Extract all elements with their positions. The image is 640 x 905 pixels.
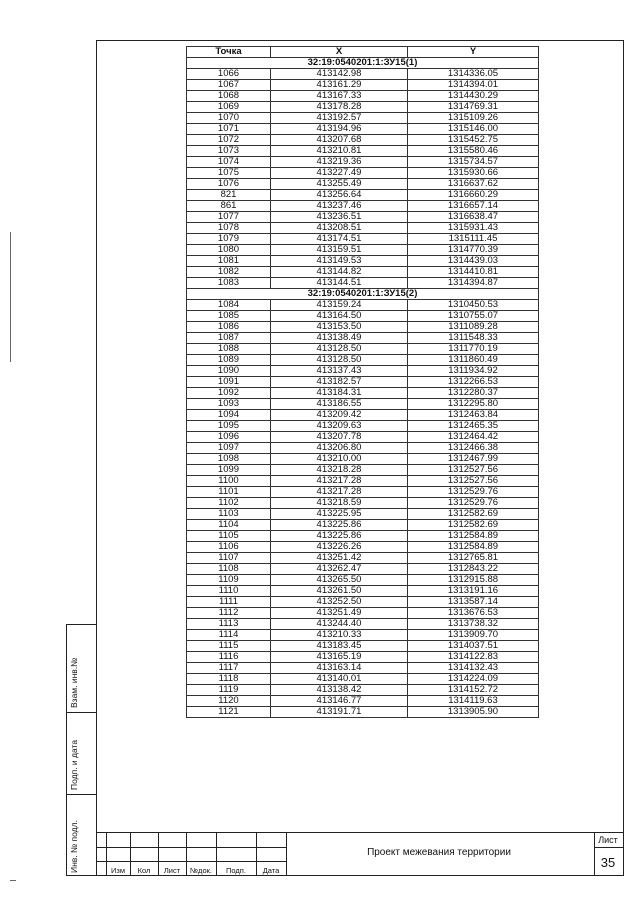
x-cell: 413265.50 bbox=[271, 575, 408, 586]
signature-strip bbox=[66, 624, 96, 876]
table-row bbox=[187, 179, 539, 190]
point-cell: 1066 bbox=[187, 69, 271, 80]
point-cell: 1110 bbox=[187, 586, 271, 597]
point-cell: 1080 bbox=[187, 245, 271, 256]
point-cell: 1084 bbox=[187, 300, 271, 311]
x-cell: 413226.26 bbox=[271, 542, 408, 553]
table-row bbox=[187, 234, 539, 245]
table-row bbox=[187, 586, 539, 597]
table-row bbox=[187, 641, 539, 652]
y-cell: 1311770.19 bbox=[408, 344, 539, 355]
y-cell: 1312527.56 bbox=[408, 476, 539, 487]
y-cell: 1314119.63 bbox=[408, 696, 539, 707]
y-cell: 1314430.29 bbox=[408, 91, 539, 102]
x-cell: 413256.64 bbox=[271, 190, 408, 201]
x-cell: 413164.50 bbox=[271, 311, 408, 322]
y-cell: 1312582.69 bbox=[408, 509, 539, 520]
x-cell: 413159.24 bbox=[271, 300, 408, 311]
y-cell: 1314439.03 bbox=[408, 256, 539, 267]
y-cell: 1316637.62 bbox=[408, 179, 539, 190]
table-row bbox=[187, 498, 539, 509]
x-cell: 413225.86 bbox=[271, 520, 408, 531]
point-cell: 1079 bbox=[187, 234, 271, 245]
table-row bbox=[187, 465, 539, 476]
col-count: Кол bbox=[137, 866, 151, 875]
y-cell: 1314132.43 bbox=[408, 663, 539, 674]
table-row bbox=[187, 300, 539, 311]
y-cell: 1315930.66 bbox=[408, 168, 539, 179]
y-cell: 1314769.31 bbox=[408, 102, 539, 113]
x-cell: 413255.49 bbox=[271, 179, 408, 190]
point-cell: 1070 bbox=[187, 113, 271, 124]
table-row bbox=[187, 69, 539, 80]
table-row bbox=[187, 157, 539, 168]
y-cell: 1312843.22 bbox=[408, 564, 539, 575]
point-cell: 1074 bbox=[187, 157, 271, 168]
y-cell: 1316638.47 bbox=[408, 212, 539, 223]
title-block bbox=[96, 832, 624, 876]
table-row bbox=[187, 685, 539, 696]
y-cell: 1312765.81 bbox=[408, 553, 539, 564]
point-cell: 1102 bbox=[187, 498, 271, 509]
replacement-inventory-label: Взам. инв.№ bbox=[69, 657, 79, 708]
y-cell: 1312266.53 bbox=[408, 377, 539, 388]
table-row bbox=[187, 531, 539, 542]
y-cell: 1312527.56 bbox=[408, 465, 539, 476]
x-cell: 413219.36 bbox=[271, 157, 408, 168]
table-row bbox=[187, 322, 539, 333]
point-cell: 1086 bbox=[187, 322, 271, 333]
y-cell: 1316660.29 bbox=[408, 190, 539, 201]
y-cell: 1314224.09 bbox=[408, 674, 539, 685]
x-cell: 413218.28 bbox=[271, 465, 408, 476]
y-cell: 1314152.72 bbox=[408, 685, 539, 696]
table-row bbox=[187, 113, 539, 124]
x-cell: 413159.51 bbox=[271, 245, 408, 256]
x-cell: 413262.47 bbox=[271, 564, 408, 575]
table-row bbox=[187, 509, 539, 520]
header-x: X bbox=[271, 47, 408, 58]
y-cell: 1315146.00 bbox=[408, 124, 539, 135]
point-cell: 1094 bbox=[187, 410, 271, 421]
y-cell: 1314394.01 bbox=[408, 80, 539, 91]
x-cell: 413251.42 bbox=[271, 553, 408, 564]
table-row bbox=[187, 410, 539, 421]
point-cell: 821 bbox=[187, 190, 271, 201]
col-sheet: Лист bbox=[163, 866, 181, 875]
document-title: Проект межевания территории bbox=[367, 847, 511, 858]
table-row bbox=[187, 542, 539, 553]
table-row bbox=[187, 344, 539, 355]
sheet-label: Лист bbox=[598, 835, 618, 845]
point-cell: 1104 bbox=[187, 520, 271, 531]
table-row bbox=[187, 245, 539, 256]
point-cell: 1075 bbox=[187, 168, 271, 179]
inventory-original-label: Инв. № подл. bbox=[69, 820, 79, 873]
x-cell: 413165.19 bbox=[271, 652, 408, 663]
point-cell: 1069 bbox=[187, 102, 271, 113]
y-cell: 1315931.43 bbox=[408, 223, 539, 234]
y-cell: 1310450.53 bbox=[408, 300, 539, 311]
x-cell: 413144.82 bbox=[271, 267, 408, 278]
table-row bbox=[187, 201, 539, 212]
point-cell: 1108 bbox=[187, 564, 271, 575]
table-row bbox=[187, 146, 539, 157]
table-row bbox=[187, 223, 539, 234]
x-cell: 413142.98 bbox=[271, 69, 408, 80]
y-cell: 1312584.89 bbox=[408, 531, 539, 542]
y-cell: 1312582.69 bbox=[408, 520, 539, 531]
x-cell: 413236.51 bbox=[271, 212, 408, 223]
table-row bbox=[187, 102, 539, 113]
point-cell: 1120 bbox=[187, 696, 271, 707]
x-cell: 413207.68 bbox=[271, 135, 408, 146]
y-cell: 1312465.35 bbox=[408, 421, 539, 432]
y-cell: 1313191.16 bbox=[408, 586, 539, 597]
y-cell: 1312529.76 bbox=[408, 498, 539, 509]
point-cell: 1105 bbox=[187, 531, 271, 542]
x-cell: 413209.63 bbox=[271, 421, 408, 432]
point-cell: 1077 bbox=[187, 212, 271, 223]
point-cell: 1099 bbox=[187, 465, 271, 476]
point-cell: 1085 bbox=[187, 311, 271, 322]
section-title: 32:19:0540201:1:ЗУ15(2) bbox=[187, 289, 539, 300]
y-cell: 1310755.07 bbox=[408, 311, 539, 322]
x-cell: 413183.45 bbox=[271, 641, 408, 652]
y-cell: 1313738.32 bbox=[408, 619, 539, 630]
x-cell: 413178.28 bbox=[271, 102, 408, 113]
y-cell: 1315109.26 bbox=[408, 113, 539, 124]
x-cell: 413261.50 bbox=[271, 586, 408, 597]
y-cell: 1312467.99 bbox=[408, 454, 539, 465]
point-cell: 1101 bbox=[187, 487, 271, 498]
y-cell: 1314336.05 bbox=[408, 69, 539, 80]
y-cell: 1314122.83 bbox=[408, 652, 539, 663]
table-row bbox=[187, 190, 539, 201]
signature-date-label: Подп. и дата bbox=[69, 739, 79, 790]
table-row bbox=[187, 630, 539, 641]
table-row bbox=[187, 256, 539, 267]
point-cell: 1067 bbox=[187, 80, 271, 91]
point-cell: 1093 bbox=[187, 399, 271, 410]
x-cell: 413138.49 bbox=[271, 333, 408, 344]
section-title: 32:19:0540201:1:ЗУ15(1) bbox=[187, 58, 539, 69]
point-cell: 1087 bbox=[187, 333, 271, 344]
y-cell: 1314394.87 bbox=[408, 278, 539, 289]
point-cell: 1083 bbox=[187, 278, 271, 289]
y-cell: 1315580.46 bbox=[408, 146, 539, 157]
point-cell: 1095 bbox=[187, 421, 271, 432]
x-cell: 413182.57 bbox=[271, 377, 408, 388]
x-cell: 413138.42 bbox=[271, 685, 408, 696]
scan-mark bbox=[10, 880, 16, 881]
point-cell: 1088 bbox=[187, 344, 271, 355]
table-row bbox=[187, 663, 539, 674]
table-row bbox=[187, 80, 539, 91]
sheet-number: 35 bbox=[600, 855, 616, 870]
y-cell: 1312463.84 bbox=[408, 410, 539, 421]
y-cell: 1316657.14 bbox=[408, 201, 539, 212]
x-cell: 413237.46 bbox=[271, 201, 408, 212]
table-row bbox=[187, 399, 539, 410]
x-cell: 413128.50 bbox=[271, 344, 408, 355]
table-row bbox=[187, 454, 539, 465]
x-cell: 413208.51 bbox=[271, 223, 408, 234]
header-point: Точка bbox=[187, 47, 271, 58]
y-cell: 1313905.90 bbox=[408, 707, 539, 718]
table-row bbox=[187, 553, 539, 564]
y-cell: 1315452.75 bbox=[408, 135, 539, 146]
table-row bbox=[187, 608, 539, 619]
point-cell: 1106 bbox=[187, 542, 271, 553]
section-row bbox=[187, 289, 539, 300]
table-row bbox=[187, 443, 539, 454]
y-cell: 1312466.38 bbox=[408, 443, 539, 454]
signature-date-cell bbox=[67, 713, 96, 795]
point-cell: 1115 bbox=[187, 641, 271, 652]
x-cell: 413210.33 bbox=[271, 630, 408, 641]
x-cell: 413206.80 bbox=[271, 443, 408, 454]
table-row bbox=[187, 366, 539, 377]
table-row bbox=[187, 168, 539, 179]
y-cell: 1312295.80 bbox=[408, 399, 539, 410]
point-cell: 1116 bbox=[187, 652, 271, 663]
x-cell: 413184.31 bbox=[271, 388, 408, 399]
x-cell: 413149.53 bbox=[271, 256, 408, 267]
x-cell: 413146.77 bbox=[271, 696, 408, 707]
table-row bbox=[187, 421, 539, 432]
table-row bbox=[187, 520, 539, 531]
point-cell: 1113 bbox=[187, 619, 271, 630]
table-row bbox=[187, 619, 539, 630]
point-cell: 1109 bbox=[187, 575, 271, 586]
point-cell: 1081 bbox=[187, 256, 271, 267]
y-cell: 1312280.37 bbox=[408, 388, 539, 399]
x-cell: 413163.14 bbox=[271, 663, 408, 674]
y-cell: 1313587.14 bbox=[408, 597, 539, 608]
point-cell: 1114 bbox=[187, 630, 271, 641]
y-cell: 1315111.45 bbox=[408, 234, 539, 245]
point-cell: 1118 bbox=[187, 674, 271, 685]
x-cell: 413217.28 bbox=[271, 487, 408, 498]
table-row bbox=[187, 267, 539, 278]
point-cell: 1090 bbox=[187, 366, 271, 377]
table-row bbox=[187, 707, 539, 718]
y-cell: 1313909.70 bbox=[408, 630, 539, 641]
table-row bbox=[187, 311, 539, 322]
point-cell: 1071 bbox=[187, 124, 271, 135]
y-cell: 1312915.88 bbox=[408, 575, 539, 586]
table-row bbox=[187, 124, 539, 135]
section-row bbox=[187, 58, 539, 69]
col-change: Изм bbox=[111, 866, 125, 875]
point-cell: 1076 bbox=[187, 179, 271, 190]
x-cell: 413161.29 bbox=[271, 80, 408, 91]
y-cell: 1312529.76 bbox=[408, 487, 539, 498]
header-y: Y bbox=[408, 47, 539, 58]
x-cell: 413244.40 bbox=[271, 619, 408, 630]
table-row bbox=[187, 135, 539, 146]
scan-mark bbox=[10, 232, 11, 362]
x-cell: 413167.33 bbox=[271, 91, 408, 102]
y-cell: 1311934.92 bbox=[408, 366, 539, 377]
table-row bbox=[187, 476, 539, 487]
y-cell: 1312464.42 bbox=[408, 432, 539, 443]
x-cell: 413225.95 bbox=[271, 509, 408, 520]
table-row bbox=[187, 696, 539, 707]
table-row bbox=[187, 333, 539, 344]
table-row bbox=[187, 487, 539, 498]
y-cell: 1314770.39 bbox=[408, 245, 539, 256]
table-row bbox=[187, 575, 539, 586]
col-date: Дата bbox=[262, 866, 280, 875]
x-cell: 413217.28 bbox=[271, 476, 408, 487]
y-cell: 1311089.28 bbox=[408, 322, 539, 333]
x-cell: 413174.51 bbox=[271, 234, 408, 245]
point-cell: 1117 bbox=[187, 663, 271, 674]
point-cell: 1112 bbox=[187, 608, 271, 619]
x-cell: 413140.01 bbox=[271, 674, 408, 685]
x-cell: 413153.50 bbox=[271, 322, 408, 333]
y-cell: 1311860.49 bbox=[408, 355, 539, 366]
point-cell: 1098 bbox=[187, 454, 271, 465]
y-cell: 1315734.57 bbox=[408, 157, 539, 168]
x-cell: 413225.86 bbox=[271, 531, 408, 542]
x-cell: 413144.51 bbox=[271, 278, 408, 289]
table-row bbox=[187, 652, 539, 663]
x-cell: 413218.59 bbox=[271, 498, 408, 509]
point-cell: 1072 bbox=[187, 135, 271, 146]
x-cell: 413186.55 bbox=[271, 399, 408, 410]
point-cell: 1096 bbox=[187, 432, 271, 443]
x-cell: 413137.43 bbox=[271, 366, 408, 377]
table-row bbox=[187, 674, 539, 685]
coordinates-table bbox=[186, 46, 539, 718]
x-cell: 413209.42 bbox=[271, 410, 408, 421]
point-cell: 1111 bbox=[187, 597, 271, 608]
x-cell: 413192.57 bbox=[271, 113, 408, 124]
inventory-original-cell bbox=[67, 795, 96, 877]
y-cell: 1313676.53 bbox=[408, 608, 539, 619]
x-cell: 413251.49 bbox=[271, 608, 408, 619]
col-signature: Подп. bbox=[226, 866, 246, 875]
replacement-inventory-cell bbox=[67, 625, 96, 713]
x-cell: 413252.50 bbox=[271, 597, 408, 608]
table-row bbox=[187, 597, 539, 608]
table-row bbox=[187, 355, 539, 366]
x-cell: 413207.78 bbox=[271, 432, 408, 443]
y-cell: 1312584.89 bbox=[408, 542, 539, 553]
point-cell: 1119 bbox=[187, 685, 271, 696]
x-cell: 413194.96 bbox=[271, 124, 408, 135]
table-row bbox=[187, 564, 539, 575]
x-cell: 413128.50 bbox=[271, 355, 408, 366]
x-cell: 413227.49 bbox=[271, 168, 408, 179]
y-cell: 1314410.81 bbox=[408, 267, 539, 278]
y-cell: 1314037.51 bbox=[408, 641, 539, 652]
table-row bbox=[187, 278, 539, 289]
table-row bbox=[187, 91, 539, 102]
point-cell: 1103 bbox=[187, 509, 271, 520]
col-doc-number: №док. bbox=[190, 866, 212, 875]
x-cell: 413210.00 bbox=[271, 454, 408, 465]
point-cell: 1100 bbox=[187, 476, 271, 487]
point-cell: 1078 bbox=[187, 223, 271, 234]
point-cell: 1121 bbox=[187, 707, 271, 718]
table-header-row bbox=[187, 47, 539, 58]
point-cell: 861 bbox=[187, 201, 271, 212]
point-cell: 1073 bbox=[187, 146, 271, 157]
table-row bbox=[187, 432, 539, 443]
table-row bbox=[187, 212, 539, 223]
x-cell: 413210.81 bbox=[271, 146, 408, 157]
table-row bbox=[187, 377, 539, 388]
point-cell: 1107 bbox=[187, 553, 271, 564]
point-cell: 1068 bbox=[187, 91, 271, 102]
point-cell: 1097 bbox=[187, 443, 271, 454]
point-cell: 1089 bbox=[187, 355, 271, 366]
point-cell: 1082 bbox=[187, 267, 271, 278]
point-cell: 1092 bbox=[187, 388, 271, 399]
table-row bbox=[187, 388, 539, 399]
x-cell: 413191.71 bbox=[271, 707, 408, 718]
y-cell: 1311548.33 bbox=[408, 333, 539, 344]
point-cell: 1091 bbox=[187, 377, 271, 388]
